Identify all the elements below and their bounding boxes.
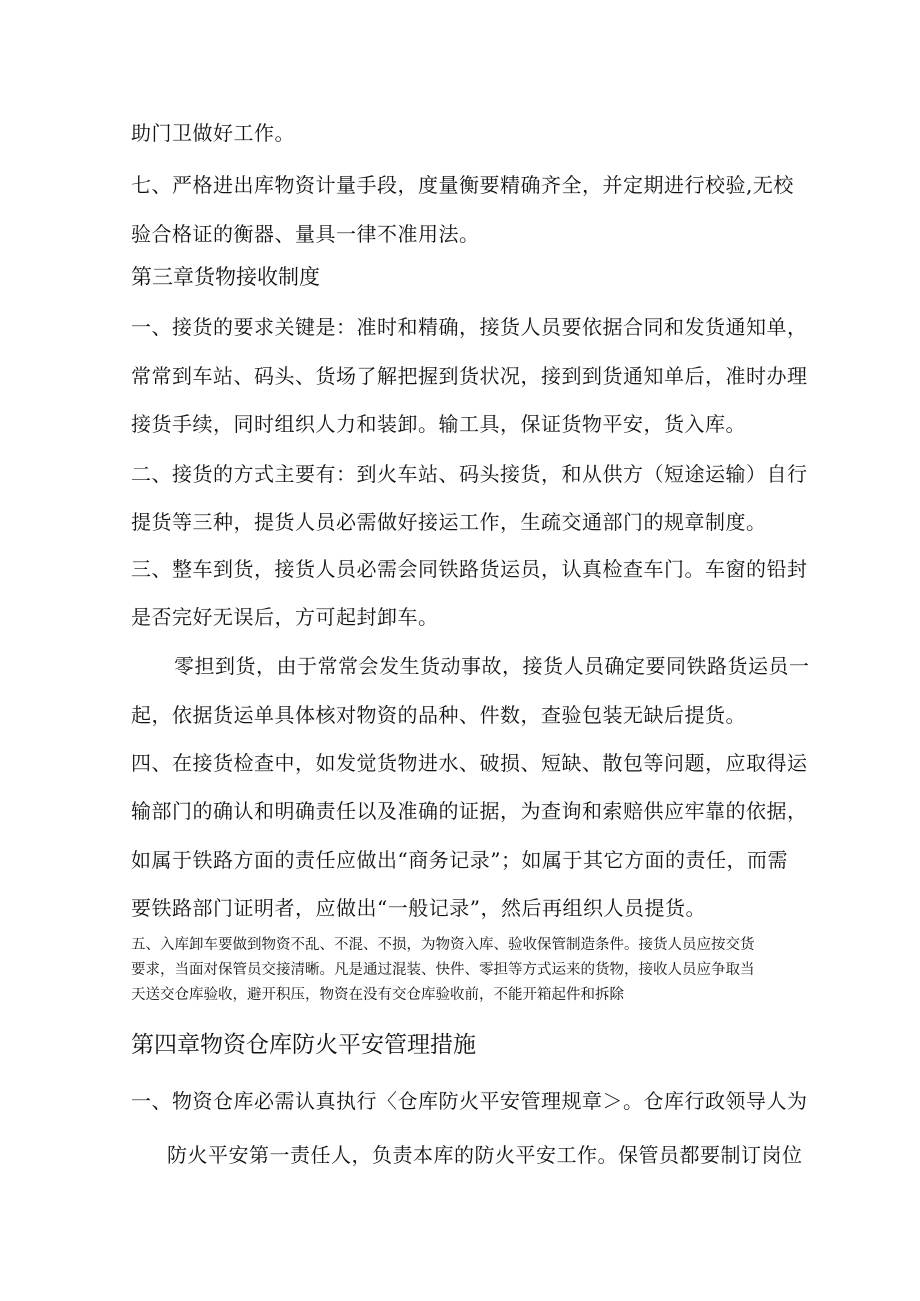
paragraph-line: 零担到货，由于常常会发生货动事故，接货人员确定要同铁路货运员一 — [174, 654, 810, 678]
paragraph-line: 一、接货的要求关键是：准时和精确，接货人员要依据合同和发货通知单， — [131, 315, 808, 339]
paragraph-line: 四、在接货检查中，如发觉货物进水、破损、短缺、散包等问题，应取得运 — [131, 751, 808, 775]
paragraph-line: 要铁路部门证明者，应做出“一般记录”，然后再组织人员提货。 — [131, 896, 706, 920]
small-paragraph-line: 天送交仓库验收，避开积压，物资在没有交仓库验收前，不能开箱起件和拆除 — [131, 987, 624, 1003]
paragraph-line: 二、接货的方式主要有：到火车站、码头接货，和从供方（短途运输）自行 — [131, 462, 808, 486]
paragraph-line: 三、整车到货，接货人员必需会同铁路货运员，认真检查车门。车窗的铅封 — [131, 557, 808, 581]
paragraph-line: 是否完好无误后，方可起封卸车。 — [131, 605, 439, 629]
paragraph-line: 提货等三种，提货人员必需做好接运工作，生疏交通部门的规章制度。 — [131, 510, 767, 534]
paragraph-line: 七、严格进出库物资计量手段，度量衡要精确齐全，并定期进行校验,无校 — [131, 173, 794, 197]
paragraph-line: 防火平安第一责任人，负责本库的防火平安工作。保管员都要制订岗位 — [167, 1143, 803, 1167]
paragraph-line: 起，依据货运单具体核对物资的品种、件数，查验包装无缺后提货。 — [131, 703, 746, 727]
paragraph-line: 输部门的确认和明确责任以及准确的证据，为查询和索赔供应牢靠的依据， — [131, 799, 808, 823]
small-paragraph-line: 五、入库卸车要做到物资不乱、不混、不损，为物资入库、验收保管制造条件。接货人员应按交货 — [131, 937, 755, 953]
paragraph-line: 接货手续，同时组织人力和装卸。输工具，保证货物平安，货入库。 — [131, 412, 746, 436]
paragraph-line: 如属于铁路方面的责任应做出“商务记录”；如属于其它方面的责任，而需 — [131, 848, 788, 872]
paragraph-line: 一、物资仓库必需认真执行〈仓库防火平安管理规章＞。仓库行政领导人为 — [131, 1089, 808, 1113]
paragraph-line: 验合格证的衡器、量具一律不准用法。 — [131, 222, 480, 246]
paragraph-line: 常常到车站、码头、货场了解把握到货状况，接到到货通知单后，准时办理 — [131, 364, 808, 388]
small-paragraph-line: 要求，当面对保管员交接清晰。凡是通过混装、快件、零担等方式运来的货物，接收人员应争取当 — [131, 962, 755, 978]
paragraph-line: 助门卫做好工作。 — [131, 121, 295, 145]
chapter-4-title: 第四章物资仓库防火平安管理措施 — [131, 1032, 476, 1058]
chapter-3-title: 第三章货物接收制度 — [131, 265, 320, 289]
